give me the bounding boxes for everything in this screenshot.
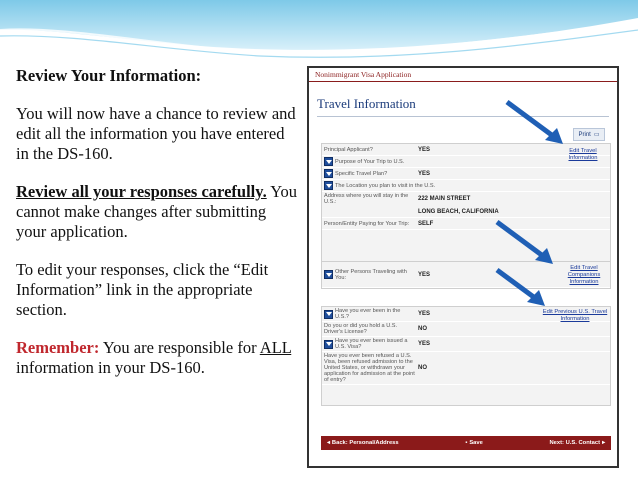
edit-instruction: To edit your responses, click the “Edit Information” link in the appropriate section. — [16, 260, 269, 319]
table-row — [322, 337, 610, 352]
table-row — [322, 192, 610, 206]
arrow-icon — [491, 218, 561, 268]
expand-icon[interactable] — [324, 169, 333, 178]
expand-icon[interactable] — [324, 310, 333, 319]
field-label: Have you ever been in the U.S.? — [335, 308, 401, 320]
expand-icon[interactable] — [324, 181, 333, 190]
edit-travel-info-link[interactable]: Edit Travel Information — [568, 148, 598, 161]
field-value: LONG BEACH, CALIFORNIA — [418, 208, 499, 215]
field-value: YES — [418, 170, 431, 177]
remember-label: Remember: — [16, 338, 100, 357]
review-emphasis: Review all your responses carefully. — [16, 182, 267, 201]
field-label: Specific Travel Plan? — [335, 170, 388, 177]
remember-pre: You are responsible for — [99, 338, 260, 357]
field-value: YES — [418, 146, 431, 153]
back-arrow-icon: ◂ — [327, 440, 330, 446]
print-icon: ▭ — [593, 132, 600, 138]
field-value: 222 MAIN STREET — [418, 196, 471, 202]
table-row — [322, 352, 610, 385]
next-arrow-icon: ▸ — [602, 440, 605, 446]
field-label: Other Persons Traveling with You: — [335, 268, 407, 281]
review-rest: You cannot make changes after submitting your application. — [16, 182, 297, 241]
field-label: Person/Entity Paying for Your Trip: — [324, 220, 410, 227]
table-row — [322, 168, 610, 180]
field-value: NO — [418, 326, 427, 332]
slide-heading: Review Your Information: — [16, 66, 202, 85]
arrow-icon — [491, 266, 551, 311]
field-label: Have you ever been refused a U.S. Visa, been refused admission to the United States, or withdrawn your application for admission at the point of entry? — [324, 353, 415, 383]
field-label: Principal Applicant? — [324, 146, 373, 153]
field-label: Do you or did you hold a U.S. Driver's License? — [324, 323, 398, 335]
next-label: Next: U.S. Contact — [549, 440, 601, 446]
expand-icon[interactable] — [324, 157, 333, 166]
field-label: Have you ever been issued a U.S. Visa? — [335, 338, 408, 350]
expand-icon[interactable] — [324, 340, 333, 349]
table-row — [322, 322, 610, 337]
table-row — [322, 218, 610, 230]
save-icon: ▪ — [465, 440, 468, 446]
edit-previous-travel-link[interactable]: Edit Previous U.S. Travel Information — [542, 309, 608, 322]
field-label: The Location you plan to visit in the U.S. — [335, 182, 436, 189]
decorative-wave-band — [0, 0, 638, 62]
intro-paragraph: You will now have a chance to review and edit all the information you have entered in the DS-160. — [16, 104, 296, 163]
field-value: YES — [418, 271, 431, 278]
table-row — [322, 206, 610, 218]
field-value: NO — [418, 365, 427, 371]
print-button[interactable] — [573, 128, 605, 141]
edit-companions-link[interactable]: Edit Travel Companions Information — [567, 265, 601, 285]
app-header: Nonimmigrant Visa Application — [309, 68, 617, 82]
back-label: Back: Personal/Address — [331, 440, 399, 446]
save-button[interactable] — [465, 440, 483, 446]
field-value: YES — [418, 311, 431, 317]
table-row — [322, 180, 610, 192]
remember-post: information in your DS-160. — [16, 358, 205, 377]
arrow-icon — [501, 98, 571, 148]
field-label: Address where you will stay in the U.S.: — [324, 193, 409, 205]
field-value: SELF — [418, 220, 434, 227]
expand-icon[interactable] — [324, 270, 333, 279]
page-title: Travel Information — [317, 96, 416, 111]
field-label: Purpose of Your Trip to U.S. — [335, 158, 405, 165]
navigation-bar — [321, 436, 611, 450]
print-label: Print — [578, 131, 591, 138]
next-button[interactable] — [549, 440, 605, 446]
remember-paragraph — [16, 338, 298, 378]
slide-text — [16, 66, 298, 396]
save-label: Save — [469, 440, 483, 446]
review-paragraph — [16, 182, 298, 242]
back-button[interactable] — [327, 440, 399, 446]
ds160-screenshot — [307, 66, 619, 468]
field-value: YES — [418, 341, 431, 347]
remember-all: ALL — [259, 338, 292, 357]
